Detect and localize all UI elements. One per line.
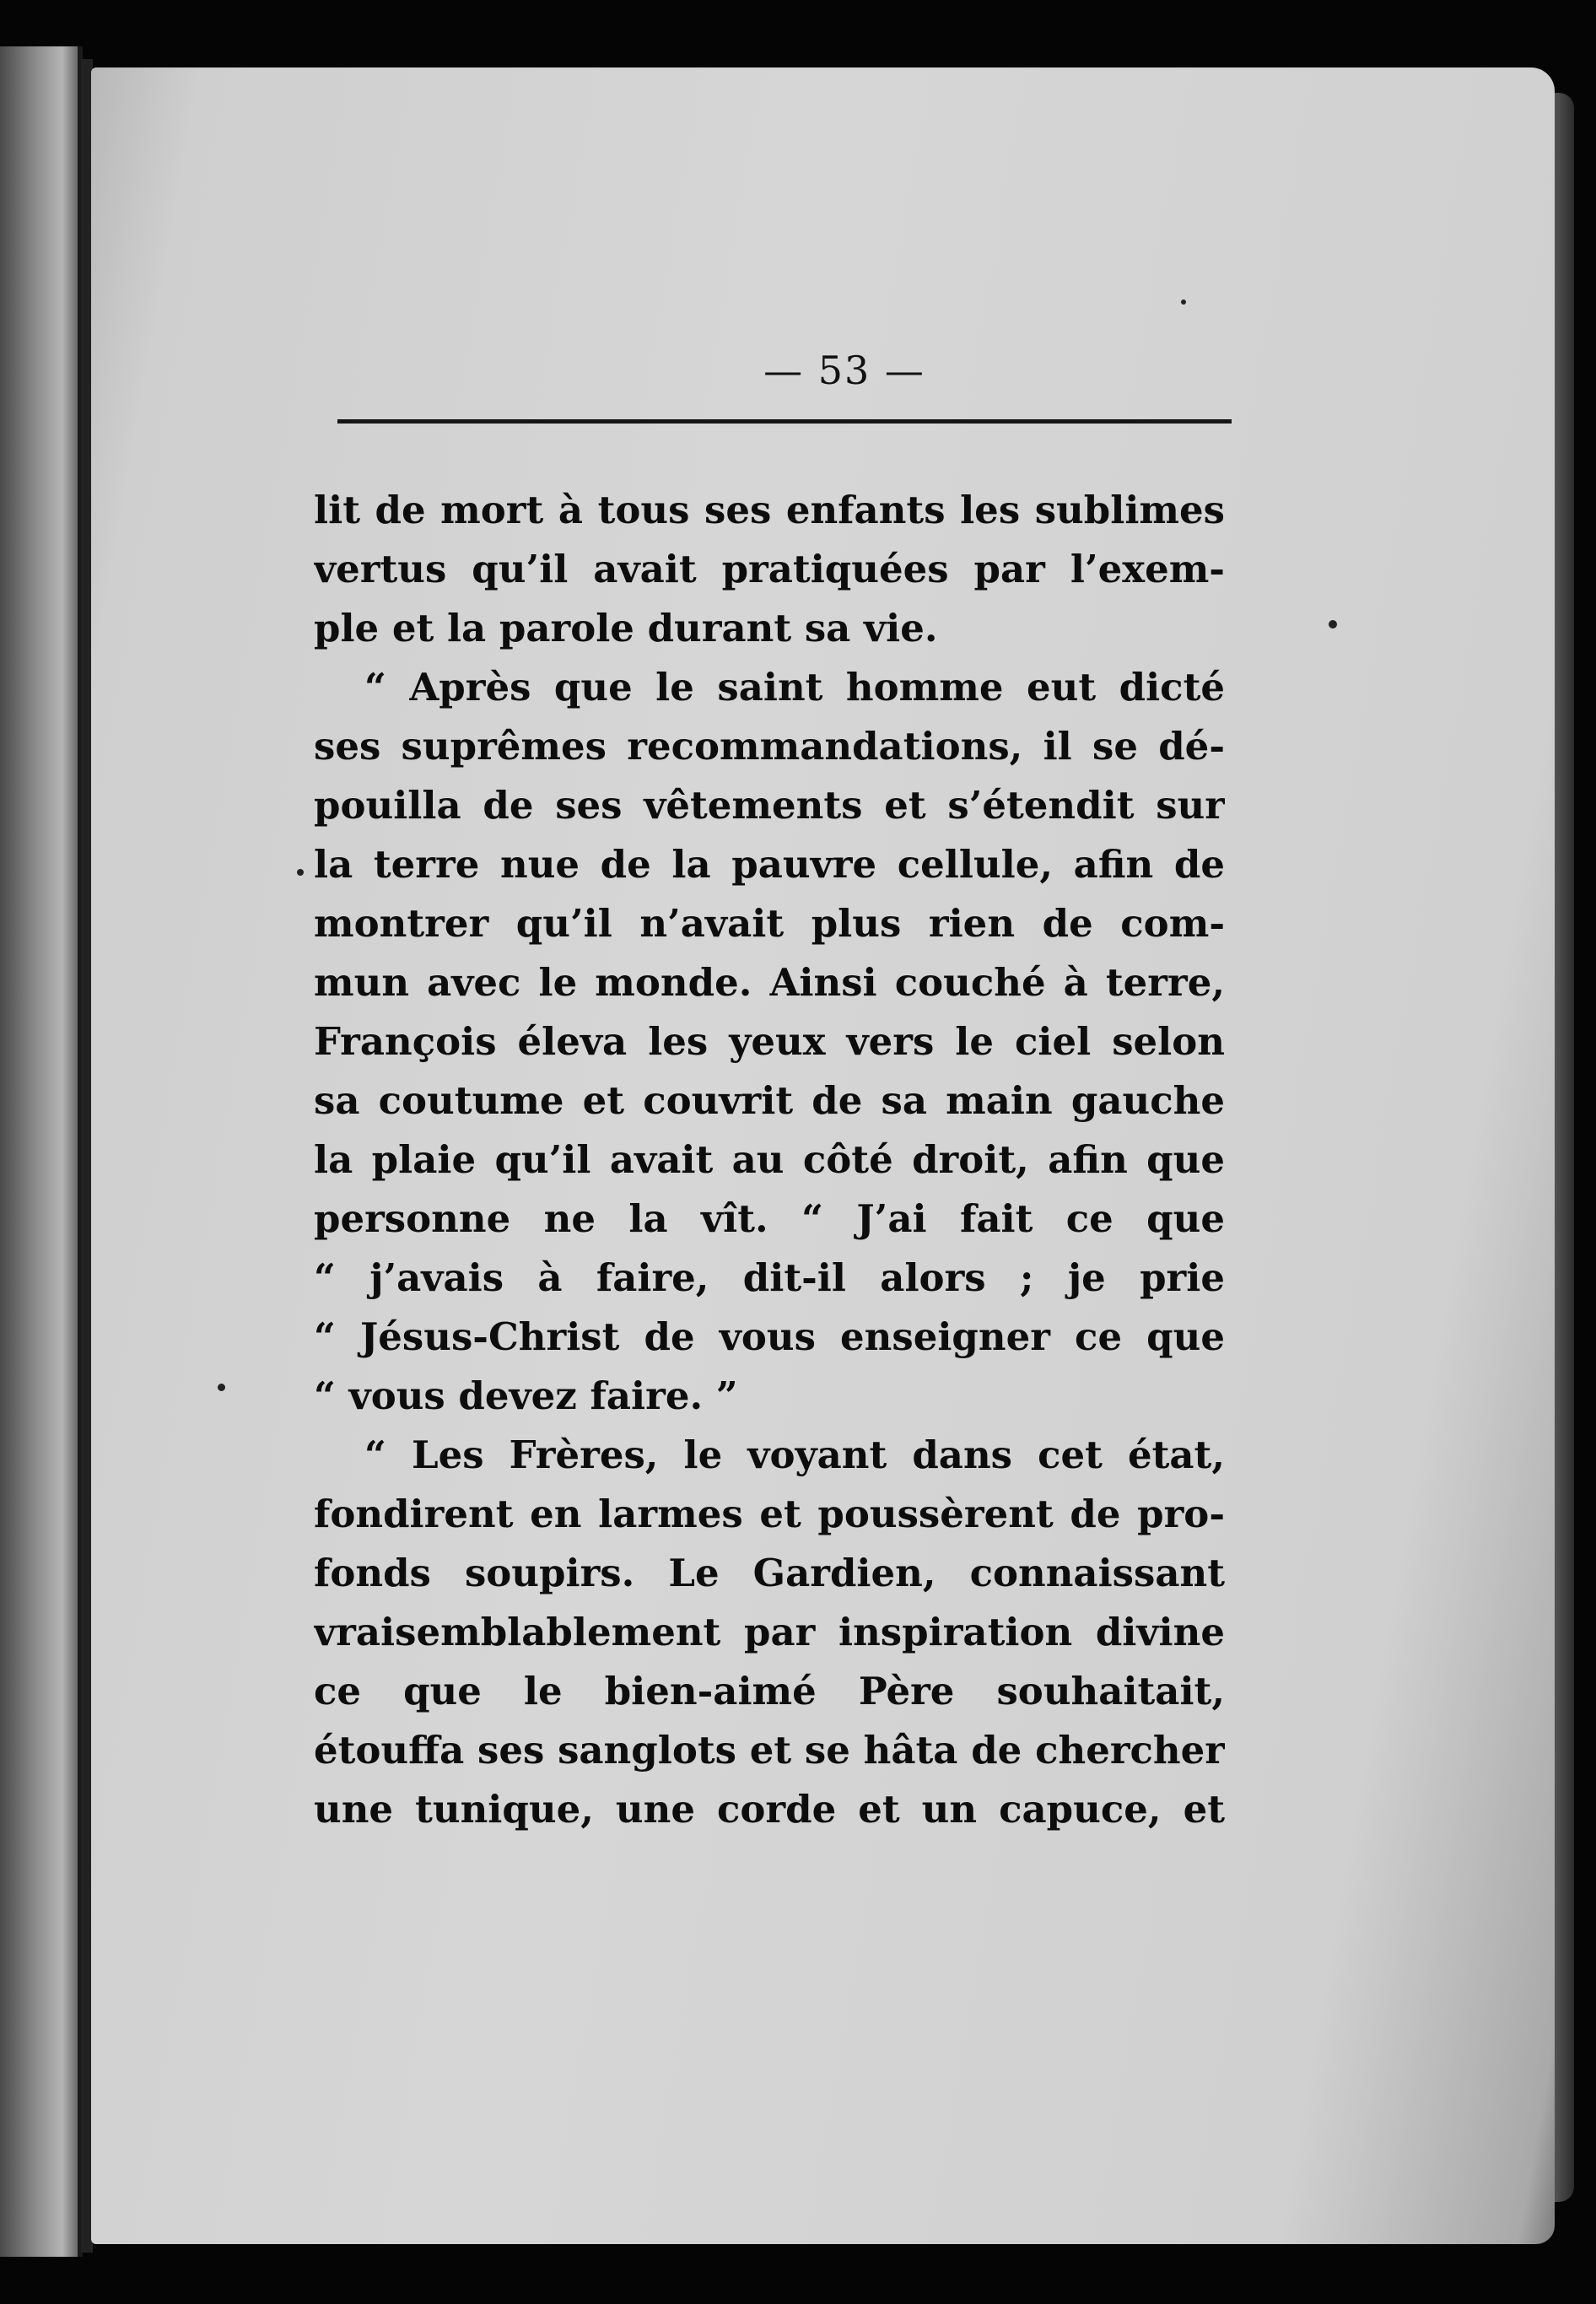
- paper-speck: [297, 869, 304, 876]
- text-line: ce que le bien-aimé Père souhaitait,: [314, 1669, 1225, 1713]
- text-line: personne ne la vît. “ J’ai fait ce que: [314, 1196, 1225, 1241]
- text-line: une tunique, une corde et un capuce, et: [314, 1787, 1225, 1832]
- body-text: [314, 481, 1225, 1839]
- text-line: fonds soupirs. Le Gardien, connaissant: [314, 1551, 1225, 1595]
- text-line: François éleva les yeux vers le ciel selon: [314, 1019, 1225, 1064]
- text-line: “ Après que le saint homme eut dicté: [364, 665, 1225, 710]
- text-line: vraisemblablement par inspiration divine: [314, 1610, 1225, 1654]
- paper-speck: [1181, 299, 1186, 305]
- paper-speck: [218, 1384, 225, 1391]
- text-line: “ Les Frères, le voyant dans cet état,: [364, 1433, 1225, 1477]
- page-number: — 53 —: [763, 348, 925, 393]
- text-line: ses suprêmes recommandations, il se dé-: [314, 724, 1225, 769]
- paper-speck: [1329, 620, 1337, 629]
- text-line: “ j’avais à faire, dit-il alors ; je prie: [314, 1255, 1225, 1300]
- text-line: vertus qu’il avait pratiquées par l’exem-: [314, 547, 1225, 591]
- text-line: sa coutume et couvrit de sa main gauche: [314, 1078, 1225, 1123]
- text-line: montrer qu’il n’avait plus rien de com-: [314, 901, 1225, 946]
- text-line: lit de mort à tous ses enfants les sublimes: [314, 488, 1225, 532]
- text-line: la plaie qu’il avait au côté droit, afin que: [314, 1137, 1225, 1182]
- text-line: “ Jésus-Christ de vous enseigner ce que: [314, 1314, 1225, 1359]
- text-line: mun avec le monde. Ainsi couché à terre,: [314, 960, 1225, 1005]
- text-line: étouffa ses sanglots et se hâta de chercher: [314, 1728, 1225, 1773]
- text-line: la terre nue de la pauvre cellule, afin de: [314, 842, 1225, 887]
- text-line: pouilla de ses vêtements et s’étendit sur: [314, 783, 1225, 828]
- text-line: fondirent en larmes et poussèrent de pro-: [314, 1492, 1225, 1536]
- header-rule: [337, 419, 1232, 424]
- text-line: “ vous devez faire. ”: [314, 1373, 738, 1418]
- text-line: ple et la parole durant sa vie.: [314, 606, 938, 650]
